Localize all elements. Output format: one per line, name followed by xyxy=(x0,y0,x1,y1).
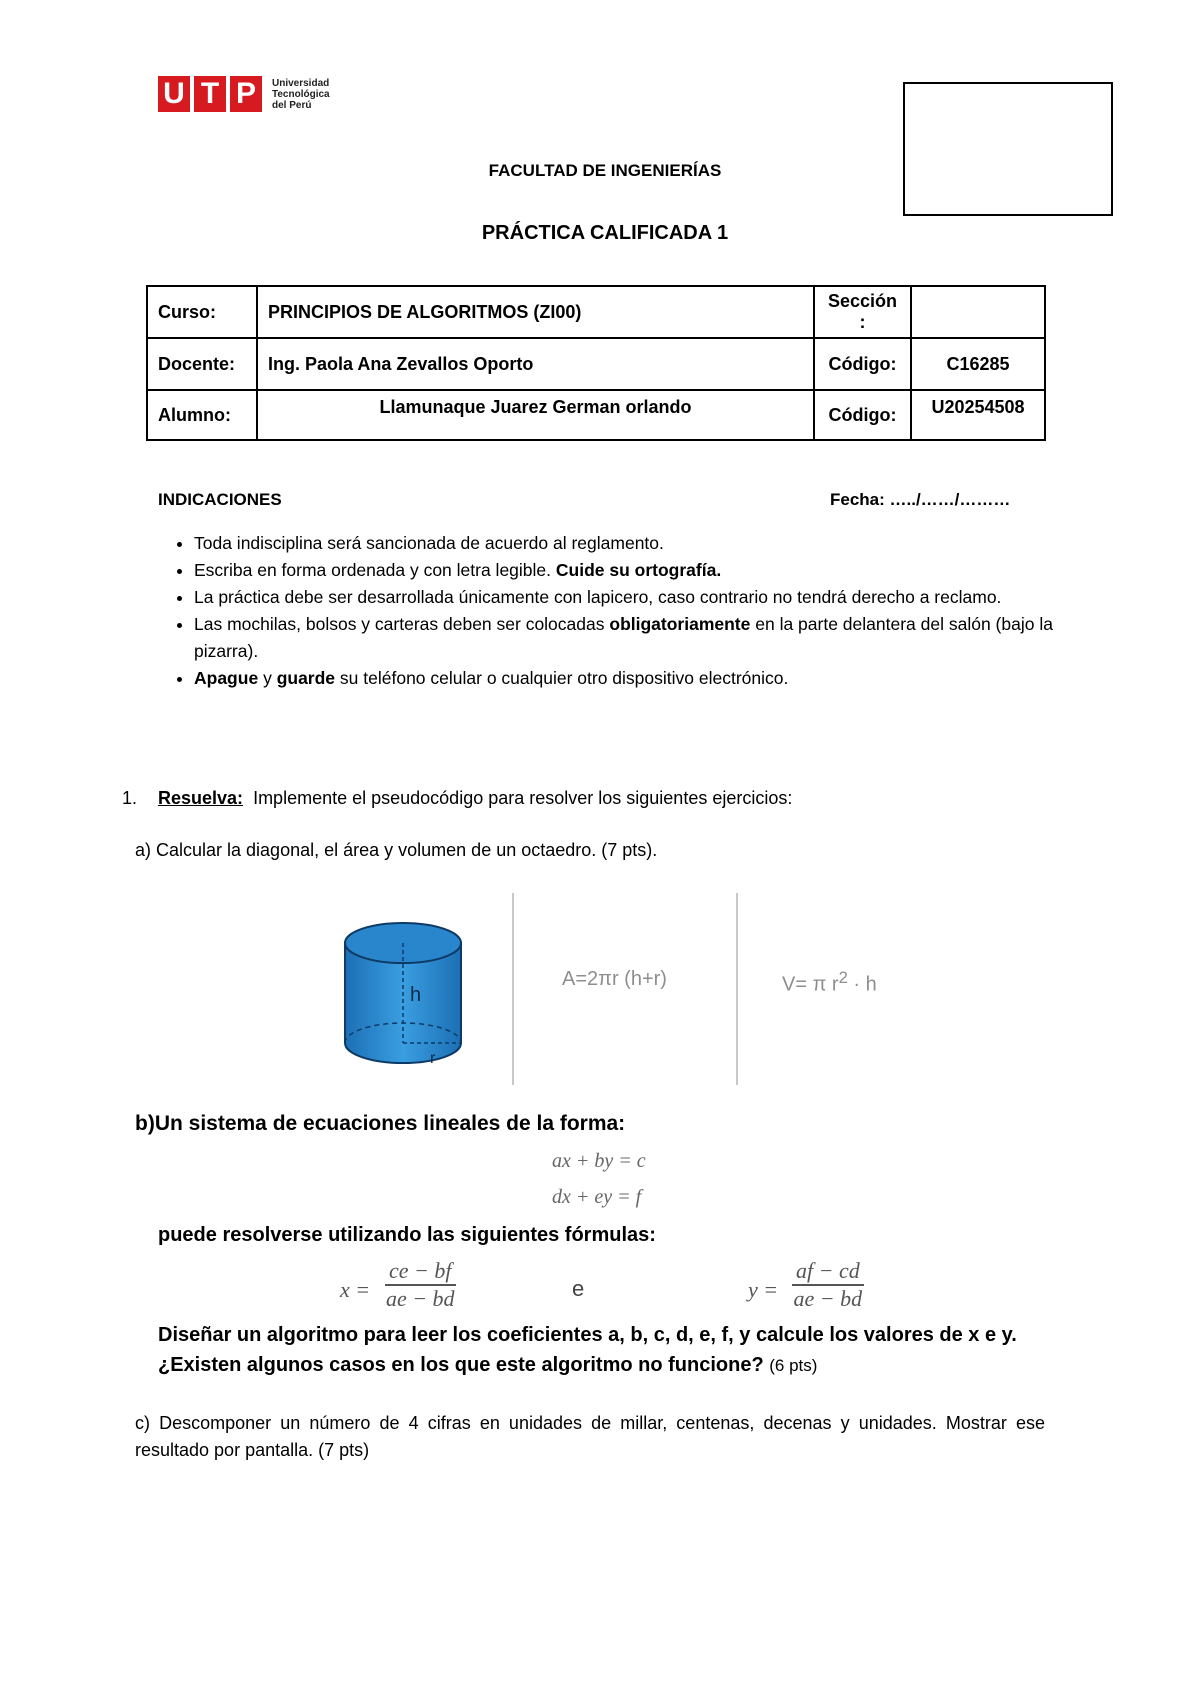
volume-exponent: 2 xyxy=(838,968,848,987)
task-line-2: ¿Existen algunos casos en los que este algoritmo no funcione? xyxy=(158,1354,764,1376)
rule-text: en la parte delantera del salón (bajo la pizarra). xyxy=(194,614,1053,661)
rule-emphasis: guarde xyxy=(276,668,336,688)
logo-letter-u: U xyxy=(158,76,190,112)
points-label: (6 pts) xyxy=(769,1356,818,1375)
table-row xyxy=(147,286,1045,338)
radius-label: r xyxy=(430,1050,436,1067)
codigo-label-2: Código: xyxy=(814,390,911,440)
faculty-heading: FACULTAD DE INGENIERÍAS xyxy=(488,161,722,180)
seccion-value xyxy=(911,286,1045,338)
list-item xyxy=(194,530,1094,557)
volume-formula xyxy=(782,968,877,997)
curso-label: Curso: xyxy=(147,286,257,338)
docente-label: Docente: xyxy=(147,338,257,390)
rule-text: Toda indisciplina será sancionada de acuerdo al reglamento. xyxy=(194,533,664,553)
volume-suffix: · h xyxy=(847,973,877,996)
grade-box xyxy=(903,82,1113,216)
codigo-docente-value: C16285 xyxy=(911,338,1045,390)
logo-sub-line2: Tecnológica xyxy=(272,88,330,100)
cylinder-icon xyxy=(340,913,470,1083)
table-row xyxy=(147,338,1045,390)
x-formula-fraction xyxy=(385,1258,456,1312)
rule-text: su teléfono celular o cualquier otro dispositivo electrónico. xyxy=(339,668,789,688)
question-1c: c) Descomponer un número de 4 cifras en unidades de millar, centenas, decenas y unidades. Mostrar ese resultado por pantalla. (7 pts) xyxy=(135,1413,1045,1460)
x-formula-lhs: x = xyxy=(340,1277,371,1302)
question-1 xyxy=(122,788,792,809)
info-table xyxy=(146,285,1046,441)
y-numerator: af − cd xyxy=(792,1258,864,1286)
logo-sub-line3: del Perú xyxy=(272,99,312,111)
logo-letter-p: P xyxy=(230,76,262,112)
logo-subtitle xyxy=(272,78,330,111)
question-1b-task xyxy=(158,1320,1017,1381)
logo-letter-t: T xyxy=(194,76,226,112)
alumno-value: Llamunaque Juarez German orlando xyxy=(257,390,814,440)
question-text: Implemente el pseudocódigo para resolver los siguientes ejercicios: xyxy=(253,788,793,808)
list-item xyxy=(194,557,1094,584)
codigo-label: Código: xyxy=(814,338,911,390)
task-line-1: Diseñar un algoritmo para leer los coeficientes a, b, c, d, e, f, y calcule los valores de x e y. xyxy=(158,1324,1017,1346)
cylinder-figure xyxy=(340,893,900,1085)
question-1a: a) Calcular la diagonal, el área y volumen de un octaedro. (7 pts). xyxy=(135,840,658,860)
seccion-label: Sección : xyxy=(814,286,911,338)
indications-heading: INDICACIONES xyxy=(158,490,282,509)
divider xyxy=(736,893,738,1085)
equation-2: dx + ey = f xyxy=(552,1186,642,1208)
date-field: Fecha: …../……/……… xyxy=(830,490,1011,509)
rule-emphasis: obligatoriamente xyxy=(609,614,751,634)
list-item xyxy=(194,611,1094,665)
question-label: Resuelva: xyxy=(158,788,244,808)
question-1b-formulas: puede resolverse utilizando las siguientes fórmulas: xyxy=(158,1224,656,1246)
docente-value: Ing. Paola Ana Zevallos Oporto xyxy=(257,338,814,390)
x-denominator: ae − bd xyxy=(385,1286,455,1311)
rule-text: Las mochilas, bolsos y carteras deben ser colocadas xyxy=(194,614,605,634)
page-title: PRÁCTICA CALIFICADA 1 xyxy=(481,222,729,244)
x-numerator: ce − bf xyxy=(385,1258,456,1286)
y-formula-lhs: y = xyxy=(748,1277,779,1302)
utp-logo xyxy=(158,76,330,112)
rule-text: La práctica debe ser desarrollada únicamente con lapicero, caso contrario no tendrá derecho a reclamo. xyxy=(194,587,1002,607)
rules-list xyxy=(158,530,1094,692)
codigo-alumno-value: U20254508 xyxy=(911,390,1045,440)
rule-text: Escriba en forma ordenada y con letra legible. xyxy=(194,560,552,580)
curso-value: PRINCIPIOS DE ALGORITMOS (ZI00) xyxy=(257,286,814,338)
question-1b-intro: b)Un sistema de ecuaciones lineales de la forma: xyxy=(135,1112,626,1135)
rule-emphasis: Cuide su ortografía. xyxy=(555,560,722,580)
conjunction: e xyxy=(572,1276,585,1301)
volume-prefix: V= π r xyxy=(782,973,839,996)
list-item xyxy=(194,584,1094,611)
height-label: h xyxy=(410,984,422,1006)
rule-emphasis: Apague xyxy=(194,668,259,688)
y-denominator: ae − bd xyxy=(793,1286,863,1311)
area-formula: A=2πr (h+r) xyxy=(562,968,667,990)
y-formula-fraction xyxy=(792,1258,864,1312)
logo-sub-line1: Universidad xyxy=(272,77,330,89)
question-number: 1. xyxy=(122,788,138,808)
equation-1: ax + by = c xyxy=(552,1150,646,1172)
list-item xyxy=(194,665,1094,692)
divider xyxy=(512,893,514,1085)
rule-text: y xyxy=(263,668,272,688)
table-row xyxy=(147,390,1045,440)
alumno-label: Alumno: xyxy=(147,390,257,440)
